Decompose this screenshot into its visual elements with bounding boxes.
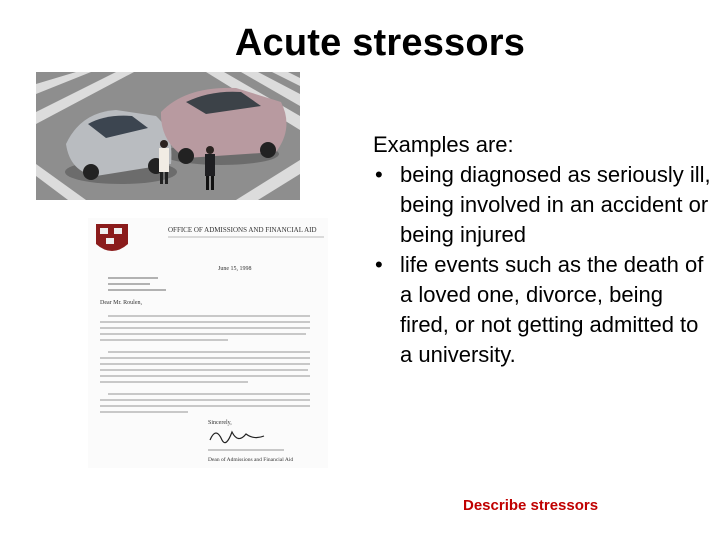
examples-list — [373, 160, 713, 370]
svg-text:Dean of Admissions and Financi: Dean of Admissions and Financial Aid — [208, 457, 294, 463]
bullet-text: life events such as the death of a loved one, divorce, being fired, or not getting admitted to a university. — [400, 252, 704, 367]
slide-title: Acute stressors — [234, 22, 526, 64]
car-accident-photo — [36, 72, 300, 200]
svg-text:OFFICE OF ADMISSIONS AND FINAN: OFFICE OF ADMISSIONS AND FINANCIAL AID — [168, 226, 317, 234]
svg-text:Dear Mr. Roulen,: Dear Mr. Roulen, — [100, 300, 142, 306]
bullet-text: being diagnosed as seriously ill, being involved in an accident or being injured — [400, 162, 711, 247]
svg-text:Sincerely,: Sincerely, — [208, 420, 232, 426]
bullet-icon: • — [375, 162, 383, 187]
list-item — [373, 160, 713, 250]
examples-intro: Examples are: — [373, 132, 514, 157]
bullet-icon: • — [375, 252, 383, 277]
slide-body — [373, 130, 713, 370]
rejection-letter-image — [88, 218, 328, 468]
describe-stressors-link[interactable]: Describe stressors — [463, 497, 599, 514]
svg-text:June 15, 1998: June 15, 1998 — [218, 266, 252, 272]
list-item — [373, 250, 713, 370]
harvard-crest-icon — [96, 224, 128, 251]
